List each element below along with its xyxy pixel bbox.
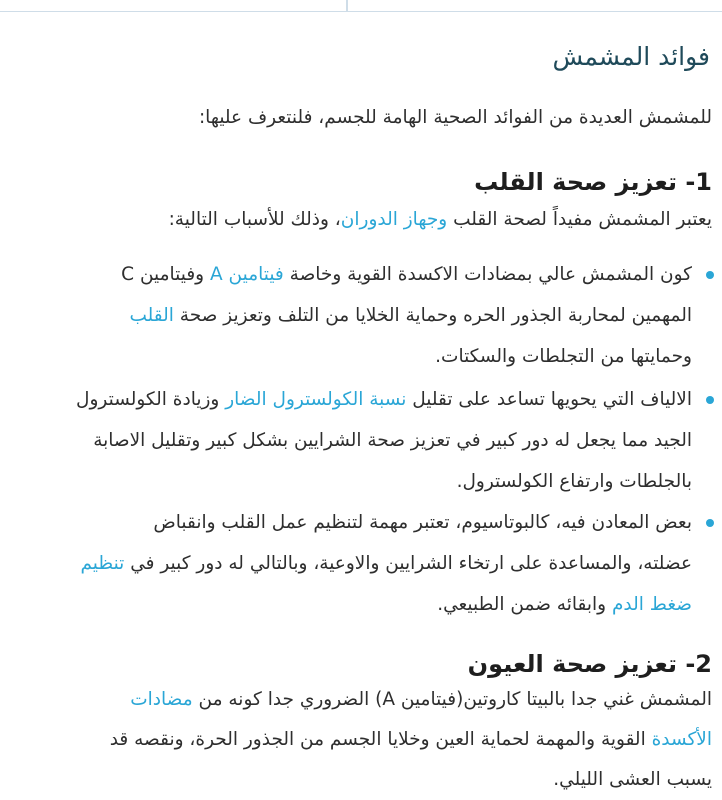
eyes-text: القوية والمهمة لحماية العين وخلايا الجسم من الجذور الحرة، ونقصه قد [109, 729, 652, 750]
bullet-dot-icon [706, 519, 714, 527]
bullet-text: كون المشمش عالي بمضادات الاكسدة القوية وخاصة [283, 264, 692, 285]
bullet-text: وزيادة الكولسترول [76, 389, 226, 410]
blood-pressure-link[interactable]: ضغط الدم [611, 594, 692, 615]
circulatory-system-link[interactable]: وجهاز الدوران [340, 209, 448, 230]
bullet-line: بعض المعادن فيه، كالبوتاسيوم، تعتبر مهمة لتنظيم عمل القلب وانقباض [153, 512, 692, 533]
section-eyes-heading: 2- تعزيز صحة العيون [467, 650, 712, 678]
antioxidants-link[interactable]: مضادات [130, 689, 193, 710]
bullet-text: وفيتامين C [121, 264, 210, 285]
regulate-link[interactable]: تنظيم [80, 553, 125, 574]
bullet-dot-icon [706, 271, 714, 279]
bullet-line [129, 296, 692, 336]
vitamin-a-link[interactable]: فيتامين A [210, 264, 284, 285]
lead-text-end: ، وذلك للأسباب التالية: [168, 209, 341, 230]
eyes-text: المشمش غني جدا بالبيتا كاروتين(فيتامين A) الضروري جدا كونه من [192, 689, 712, 710]
section-heart-heading: 1- تعزيز صحة القلب [474, 168, 712, 196]
bad-cholesterol-link[interactable]: نسبة الكولسترول الضار [225, 389, 407, 410]
bullet-text: المهمين لمحاربة الجذور الحره وحماية الخلايا من التلف وتعزيز صحة [173, 305, 692, 326]
lead-text: يعتبر المشمش مفيداً لصحة القلب [447, 209, 712, 230]
bullet-line: بالجلطات وارتفاع الكولسترول. [456, 471, 692, 492]
bullet-line [437, 585, 692, 625]
bullet-line: وحمايتها من التجلطات والسكتات. [435, 346, 692, 367]
section-eyes-line [130, 680, 712, 720]
bullet-text: وابقائه ضمن الطبيعي. [437, 594, 612, 615]
bullet-dot-icon [706, 396, 714, 404]
bullet-line [81, 544, 693, 584]
bullet-line: الجيد مما يجعل له دور كبير في تعزيز صحة الشرايين بشكل كبير وتقليل الاصابة [93, 430, 692, 451]
bullet-line [121, 255, 692, 295]
intro-paragraph: للمشمش العديدة من الفوائد الصحية الهامة للجسم، فلنتعرف عليها: [198, 107, 712, 128]
bullet-text: عضلته، والمساعدة على ارتخاء الشرايين والاوعية، وبالتالي له دور كبير في [124, 553, 692, 574]
bullet-text: الالياف التي يحويها تساعد على تقليل [406, 389, 692, 410]
page-title: فوائد المشمش [552, 42, 710, 71]
heart-link[interactable]: القلب [129, 305, 174, 326]
oxidation-link[interactable]: الأكسدة [651, 729, 712, 750]
bullet-line [76, 380, 692, 420]
section-eyes-line [110, 720, 712, 760]
section-heart-lead [169, 200, 712, 240]
section-eyes-line: يسبب العشى الليلي. [553, 769, 712, 790]
